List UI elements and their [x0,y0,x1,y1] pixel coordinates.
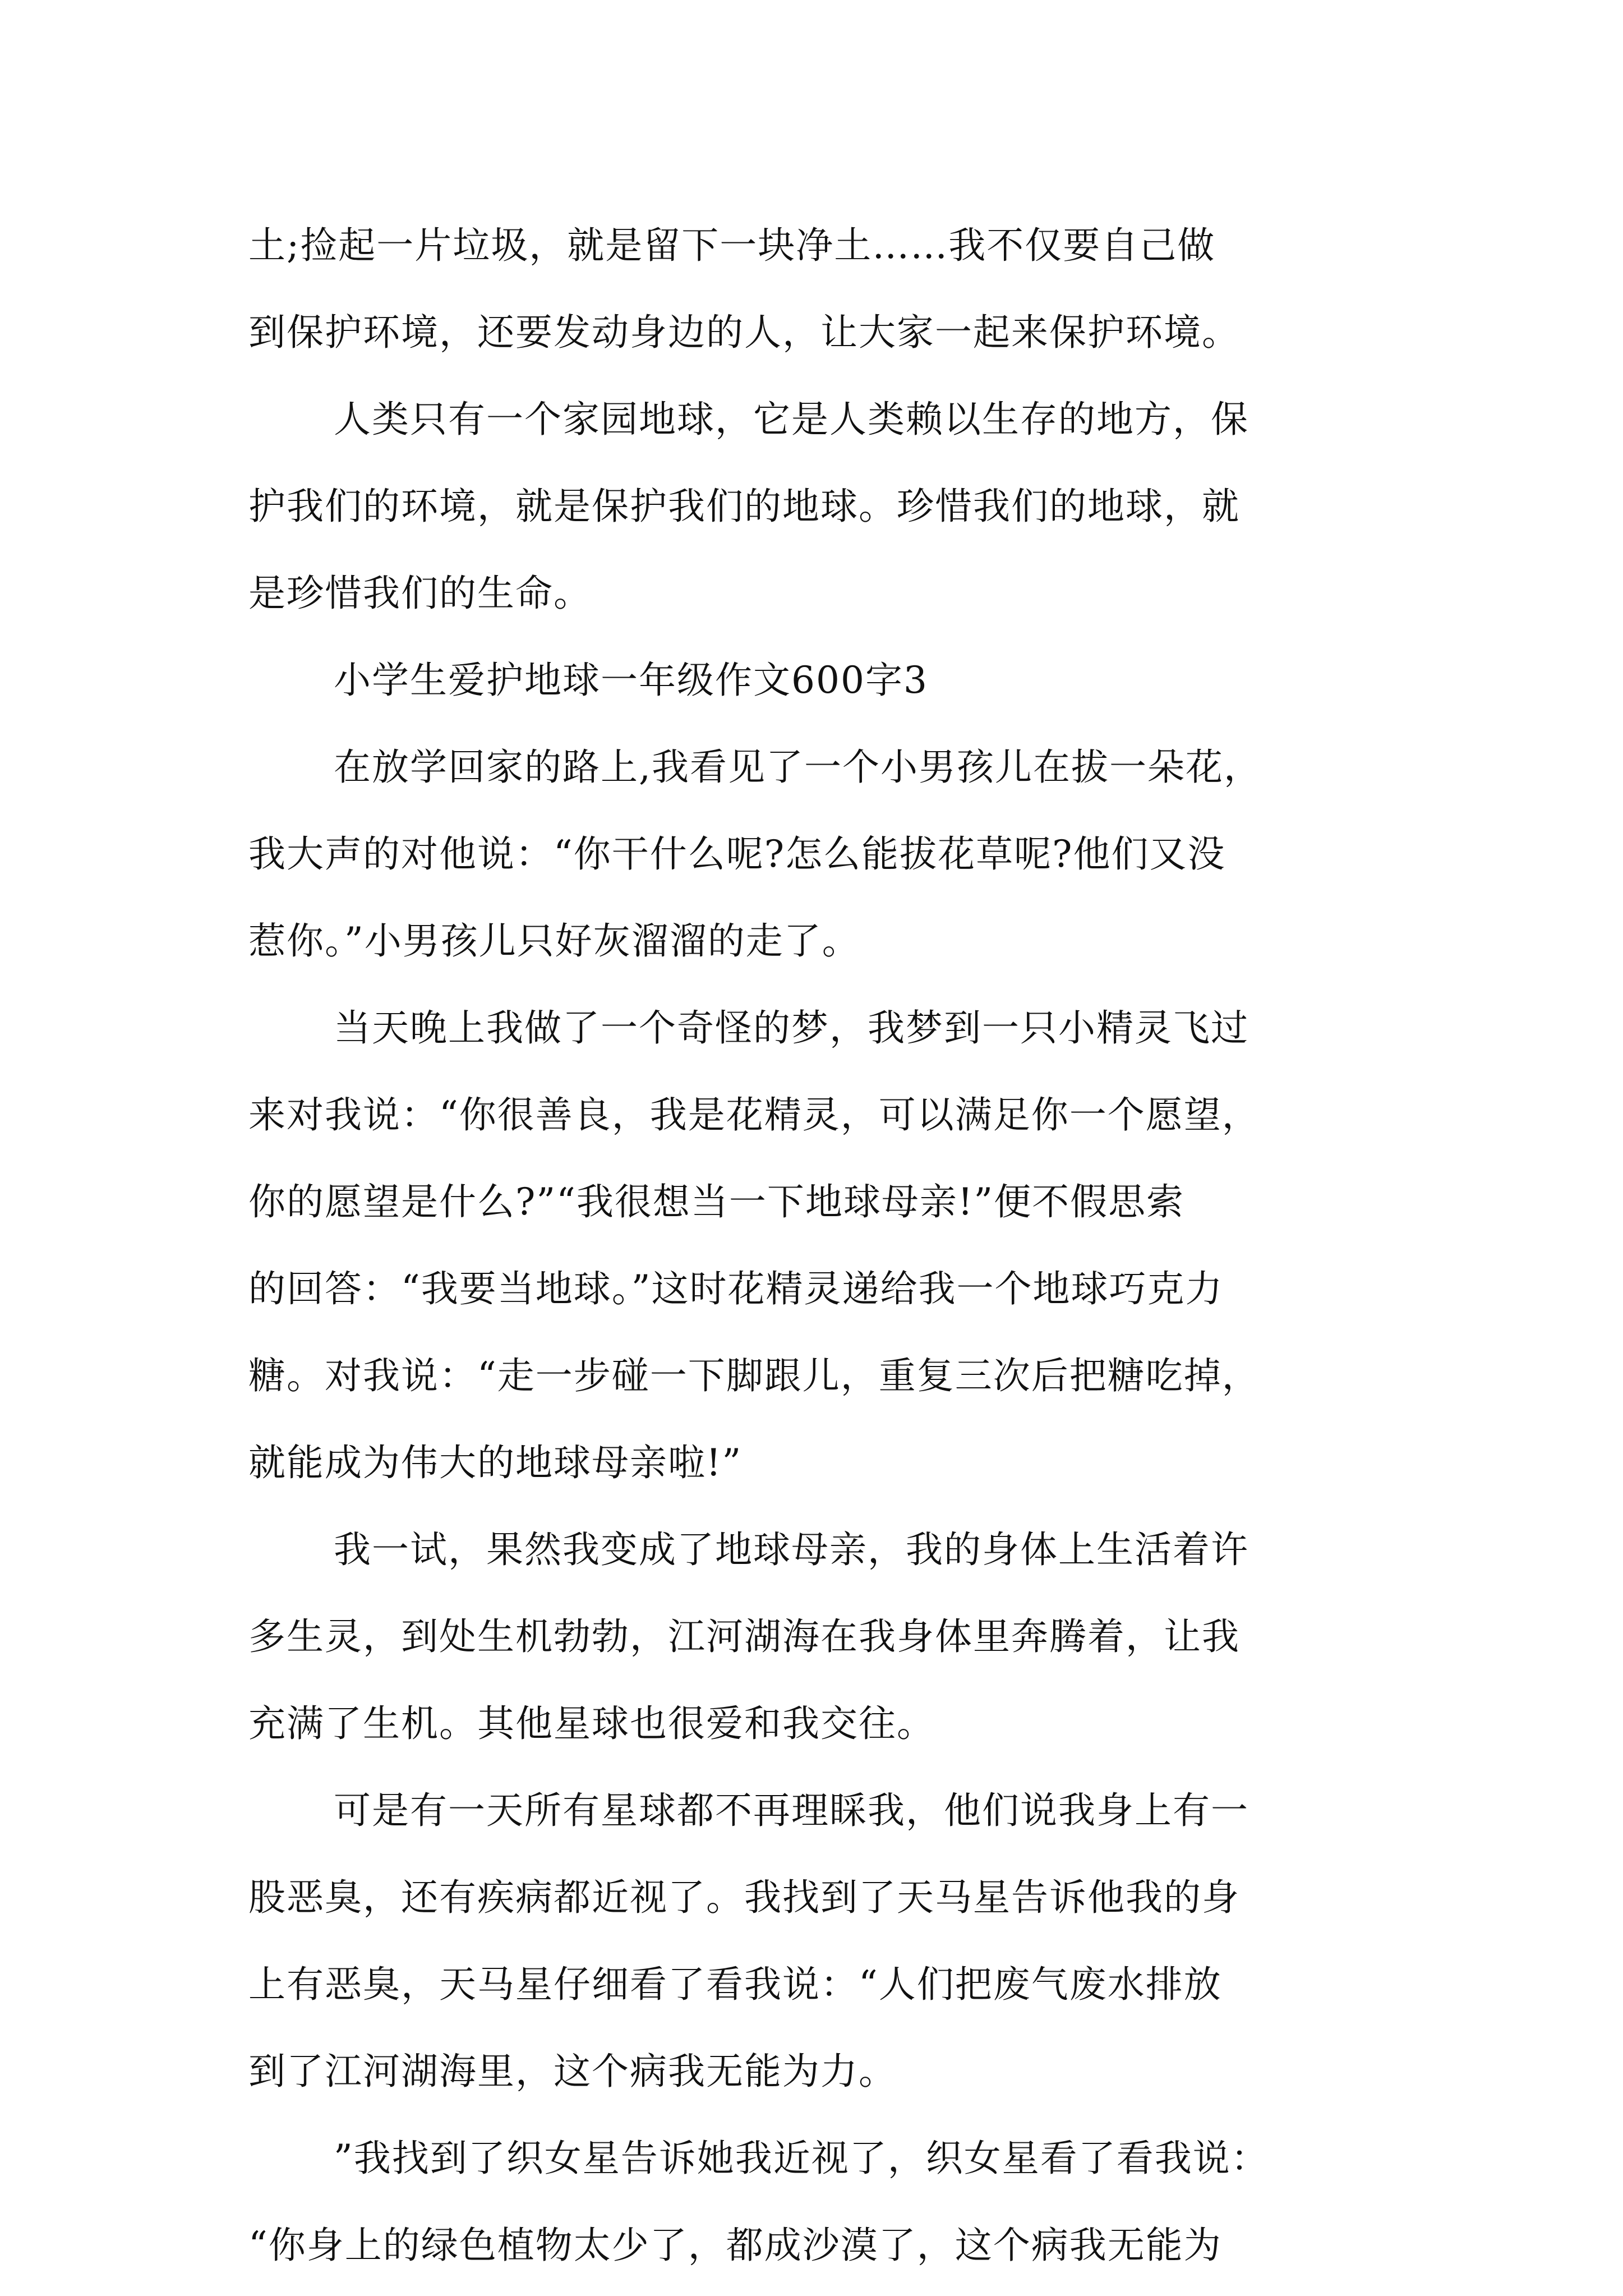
text-line: 我一试，果然我变成了地球母亲，我的身体上生活着许 [334,1528,1249,1571]
text-line: 充满了生机。其他星球也很爱和我交往。 [248,1702,935,1745]
paragraph-conclusion [248,376,1378,637]
text-line: 土;捡起一片垃圾，就是留下一块净土……我不仅要自己做 [248,224,1216,267]
text-line: 人类只有一个家园地球，它是人类赖以生存的地方，保 [334,398,1249,441]
paragraph-continued [248,202,1378,376]
text-line: 在放学回家的路上,我看见了一个小男孩儿在拔一朵花， [334,746,1262,789]
paragraph-dream [248,984,1378,1506]
paragraph-intro [248,724,1378,984]
paragraph-earth-mother [248,1506,1378,1767]
text-line: ”我找到了织女星告诉她我近视了，织女星看了看我说： [334,2137,1269,2180]
text-line: 惹你。”小男孩儿只好灰溜溜的走了。 [248,919,860,963]
text-line: 我大声的对他说：“你干什么呢?怎么能拔花草呢?他们又没 [248,832,1226,876]
text-line: 多生灵，到处生机勃勃，江河湖海在我身体里奔腾着，让我 [248,1615,1240,1658]
text-line: 就能成为伟大的地球母亲啦!” [248,1441,743,1484]
text-line: 的回答：“我要当地球。”这时花精灵递给我一个地球巧克力 [248,1267,1224,1310]
text-line: 是珍惜我们的生命。 [248,572,592,615]
paragraph-vega [248,2115,1378,2289]
text-line: 可是有一天所有星球都不再理睬我，他们说我身上有一 [334,1789,1249,1832]
text-line: 护我们的环境，就是保护我们的地球。珍惜我们的地球，就 [248,485,1240,528]
paragraph-illness [248,1767,1378,2115]
text-line: 糖。对我说：“走一步碰一下脚跟儿，重复三次后把糖吃掉， [248,1354,1260,1397]
document-body [248,202,1378,2289]
text-line: 股恶臭，还有疾病都近视了。我找到了天马星告诉他我的身 [248,1876,1240,1919]
text-line: 到了江河湖海里，这个病我无能为力。 [248,2050,897,2093]
text-line: 你的愿望是什么?”“我很想当一下地球母亲!”便不假思索 [248,1180,1185,1223]
text-line: 到保护环境，还要发动身边的人，让大家一起来保护环境。 [248,311,1240,354]
essay-subheading: 小学生爱护地球一年级作文600字3 [334,659,928,702]
text-line: “你身上的绿色植物太少了，都成沙漠了，这个病我无能为 [248,2224,1222,2267]
text-line: 来对我说：“你很善良，我是花精灵，可以满足你一个愿望， [248,1093,1260,1137]
text-line: 当天晚上我做了一个奇怪的梦，我梦到一只小精灵飞过 [334,1006,1249,1050]
text-line: 上有恶臭，天马星仔细看了看我说：“人们把废气废水排放 [248,1963,1222,2006]
